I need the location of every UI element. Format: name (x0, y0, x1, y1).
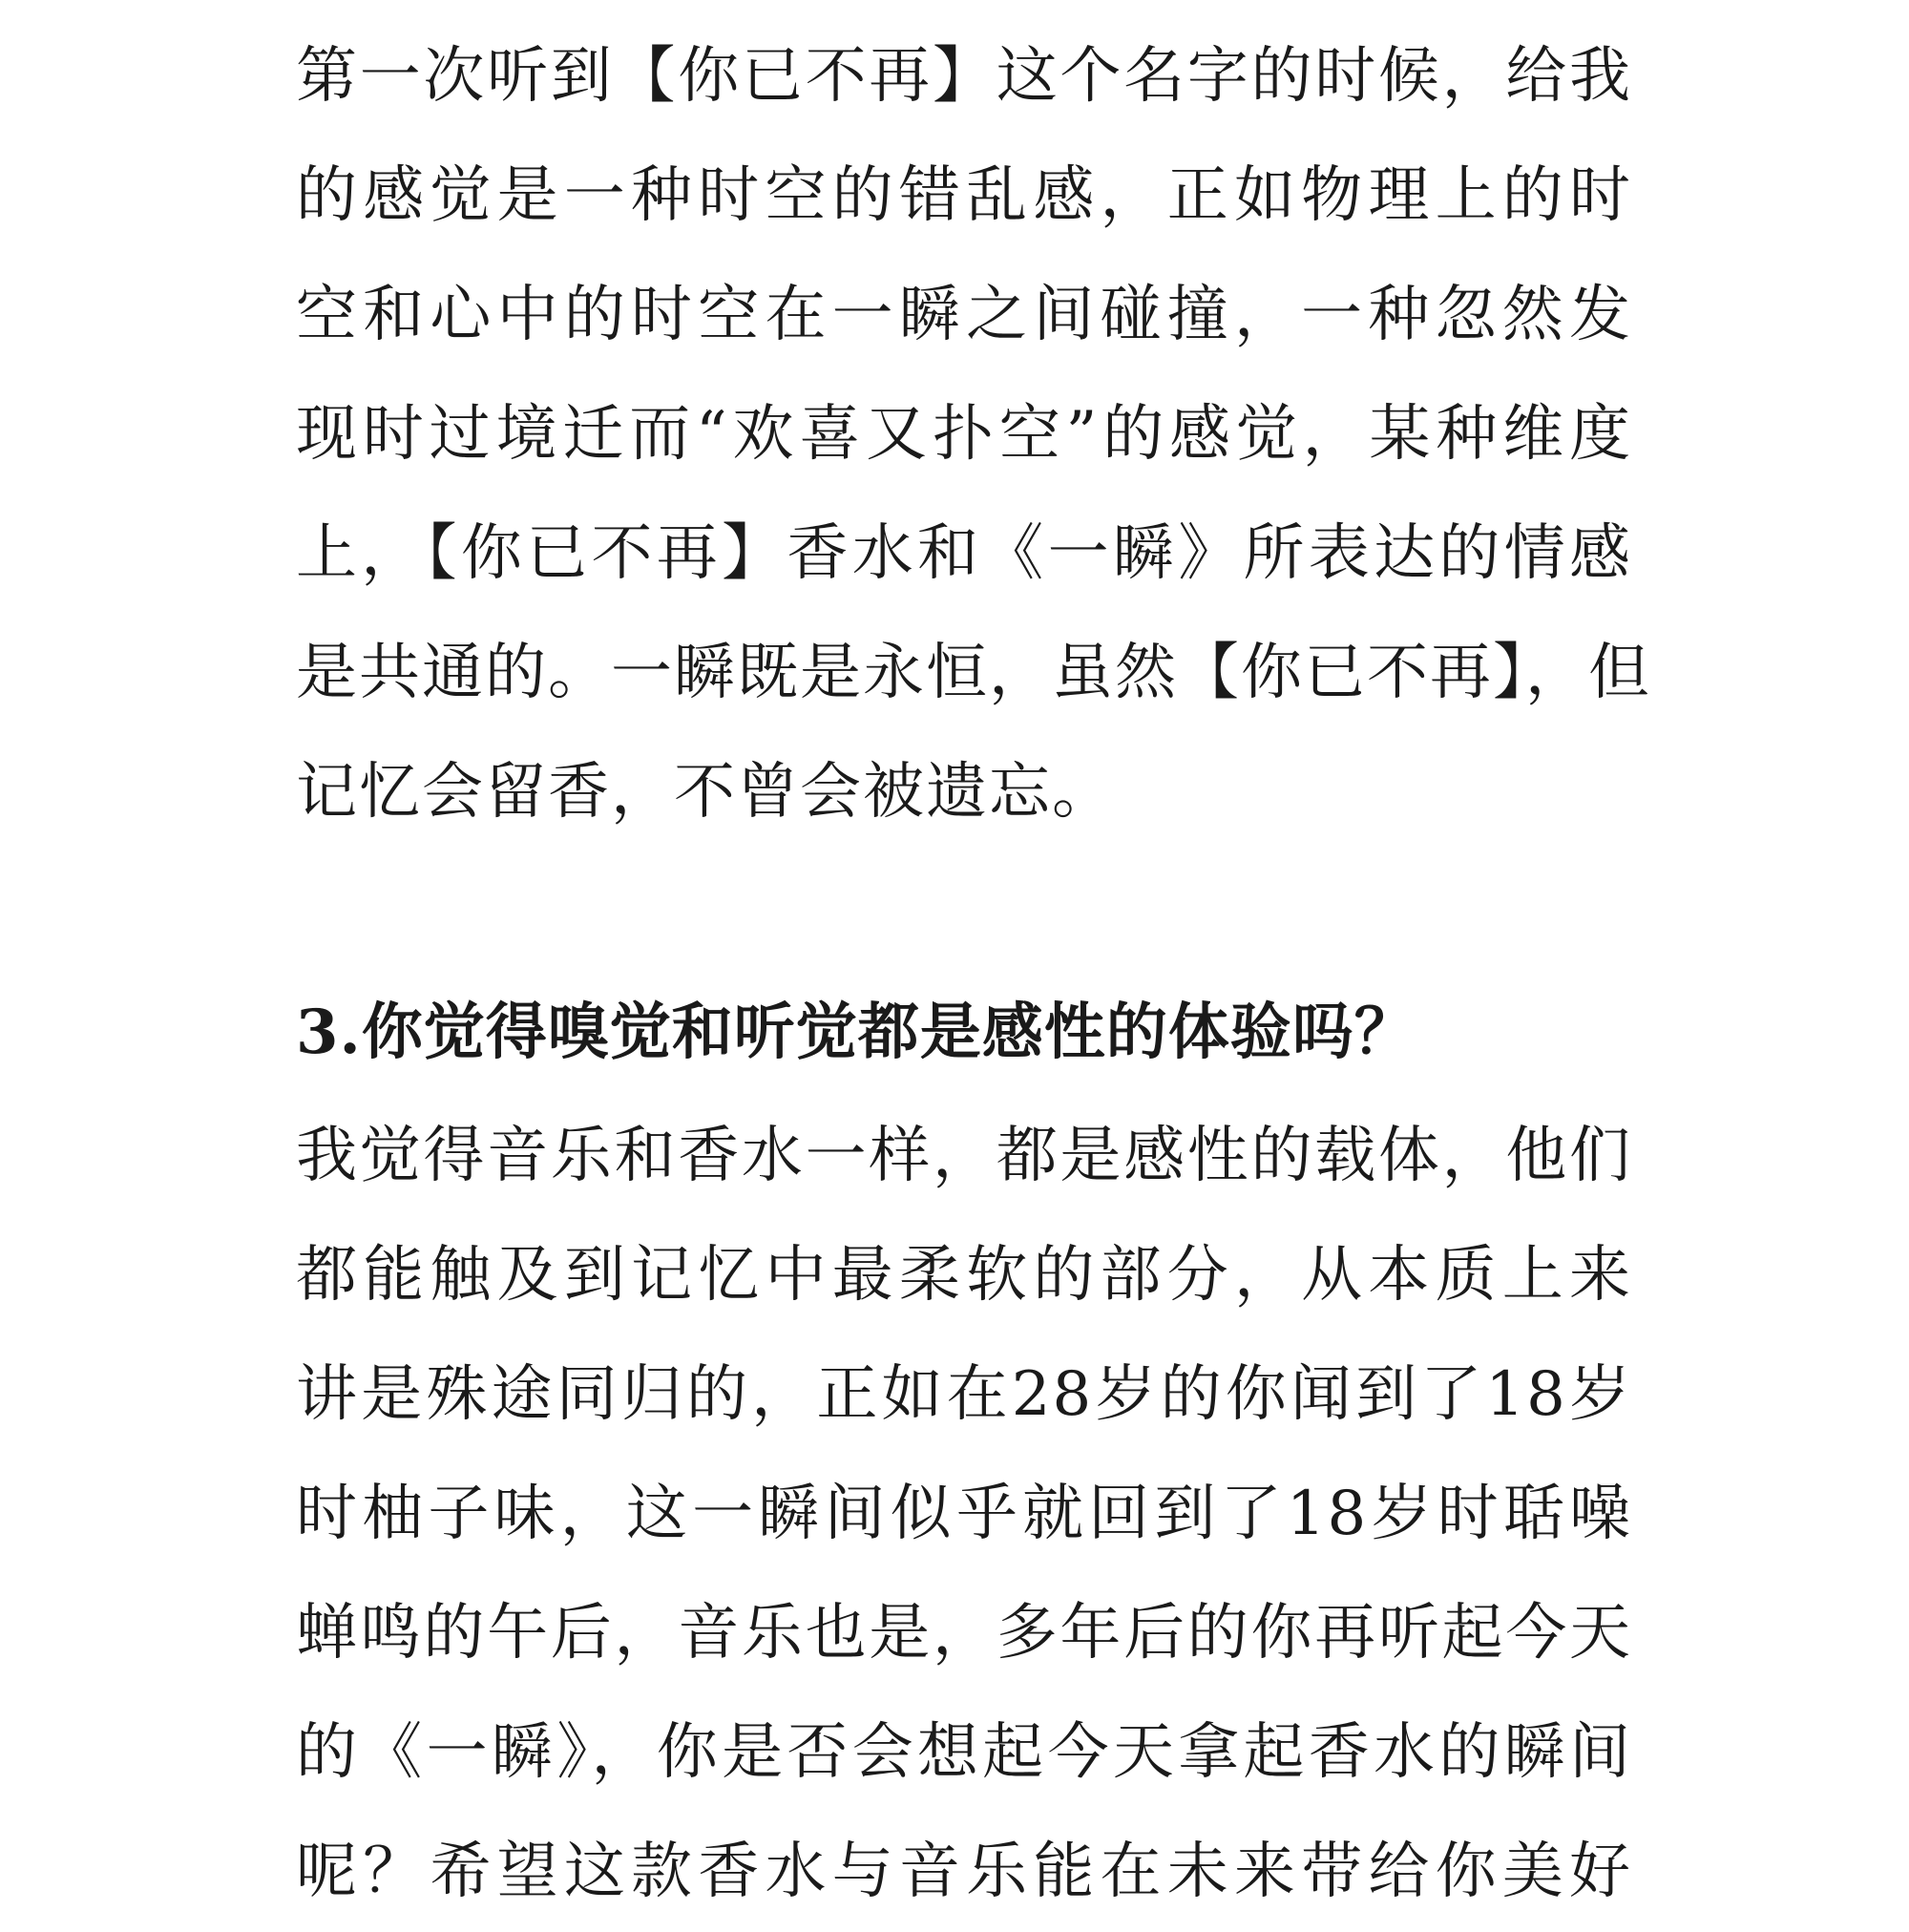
paragraph-line: 第一次听到【你已不再】这个名字的时候，给我 (296, 41, 1632, 112)
paragraph-line: 是共通的。一瞬既是永恒，虽然【你已不再】，但 (296, 638, 1651, 708)
paragraph-line: 上，【你已不再】香水和《一瞬》所表达的情感 (296, 518, 1632, 589)
paragraph-line: 的感觉是一种时空的错乱感，正如物理上的时 (296, 160, 1632, 231)
paragraph-line: 的《一瞬》，你是否会想起今天拿起香水的瞬间 (296, 1717, 1632, 1788)
paragraph-line: 蝉鸣的午后，音乐也是，多年后的你再听起今天 (296, 1598, 1632, 1669)
section-heading: 3.你觉得嗅觉和听觉都是感性的体验吗？ (296, 997, 1416, 1068)
paragraph-line: 呢？希望这款香水与音乐能在未来带给你美好 (296, 1837, 1632, 1907)
paragraph-line: 都能触及到记忆中最柔软的部分，从本质上来 (296, 1240, 1632, 1311)
paragraph-line: 记忆会留香，不曾会被遗忘。 (296, 757, 1115, 828)
article-body (296, 17, 1651, 1932)
paragraph-line: 讲是殊途同归的，正如在28岁的你闻到了18岁 (296, 1359, 1632, 1430)
paragraph-line: 时柚子味，这一瞬间似乎就回到了18岁时聒噪 (296, 1479, 1632, 1549)
paragraph-2 (296, 1097, 1632, 1932)
paragraph-line: 我觉得音乐和香水一样，都是感性的载体，他们 (296, 1121, 1632, 1191)
paragraph-line: 空和心中的时空在一瞬之间碰撞，一种忽然发 (296, 280, 1632, 350)
paragraph-1 (296, 17, 1651, 852)
paragraph-line: 现时过境迁而“欢喜又扑空”的感觉，某种维度 (296, 399, 1632, 470)
